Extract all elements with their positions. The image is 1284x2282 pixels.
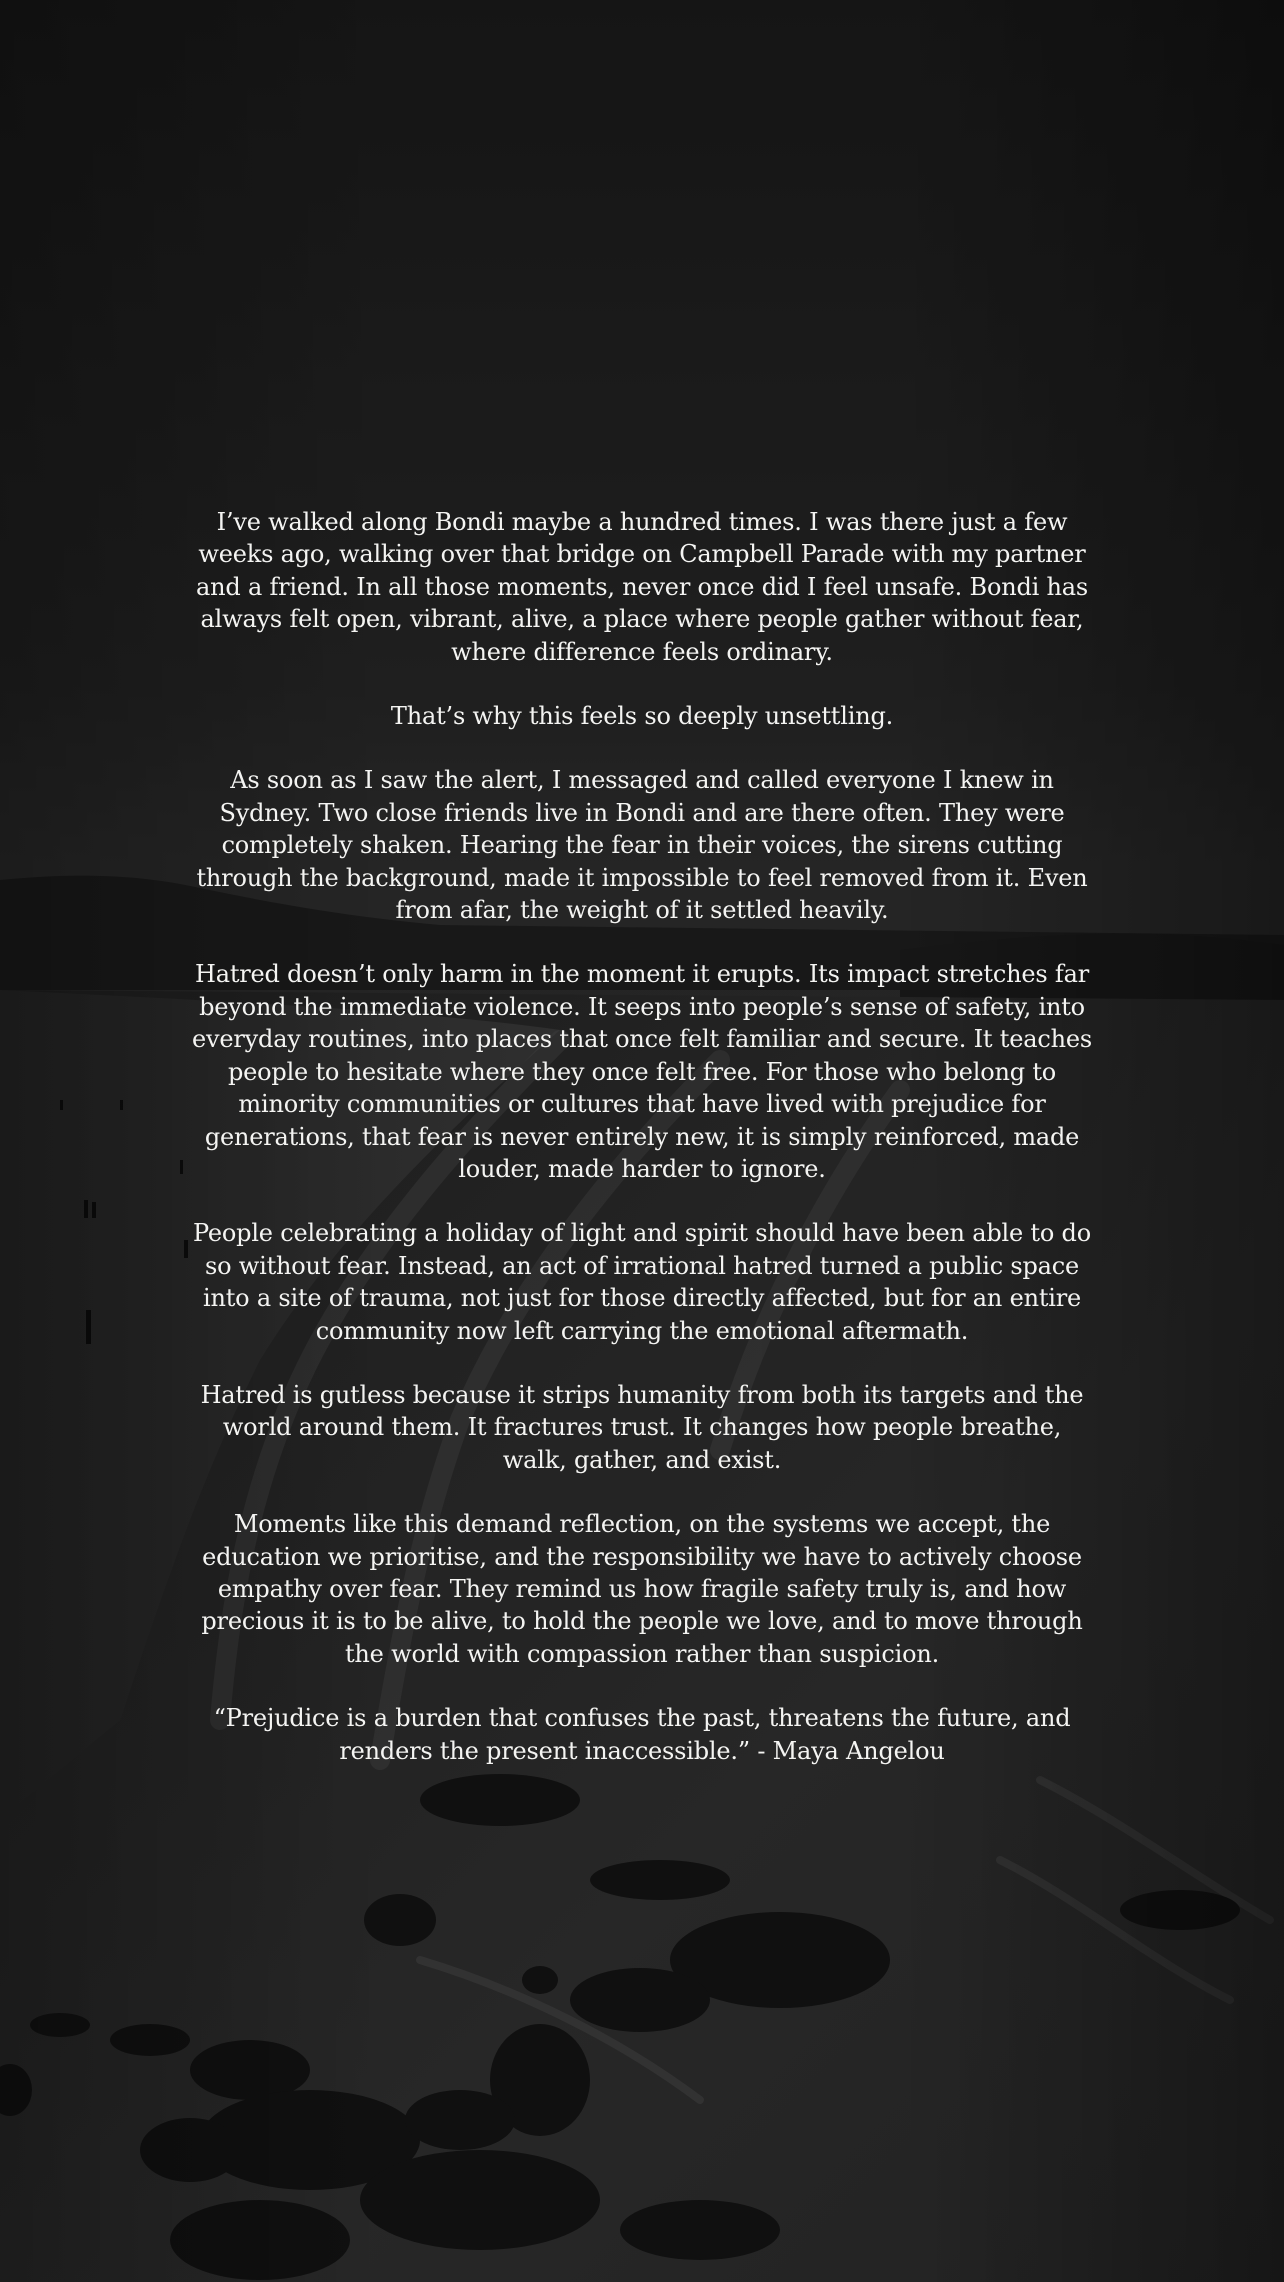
paragraph-5: People celebrating a holiday of light and spirit should have been able to do so without fear. Instead, an act of irrational hatred turned a public space into a site of trauma, not just for those directly affected, but for an entire community now left carrying the emotional aftermath. [193, 1219, 1091, 1345]
quote-paragraph: “Prejudice is a burden that confuses the past, threatens the future, and renders the present inaccessible.” - Maya Angelou [213, 1704, 1071, 1765]
statement-text [190, 506, 1094, 1767]
paragraph-6: Hatred is gutless because it strips humanity from both its targets and the world around them. It fractures trust. It changes how people breathe, walk, gather, and exist. [200, 1380, 1084, 1474]
paragraph-4: Hatred doesn’t only harm in the moment it erupts. Its impact stretches far beyond the immediate violence. It seeps into people’s sense of safety, into everyday routines, into places that once felt familiar and secure. It teaches people to hesitate where they once felt free. For those who belong to minority communities or cultures that have lived with prejudice for generations, that fear is never entirely new, it is simply reinforced, made louder, made harder to ignore. [192, 960, 1092, 1183]
paragraph-3: As soon as I saw the alert, I messaged and called everyone I knew in Sydney. Two close friends live in Bondi and are there often. They were completely shaken. Hearing the fear in their voices, the sirens cutting through the background, made it impossible to feel removed from it. Even from afar, the weight of it settled heavily. [196, 766, 1088, 925]
paragraph-2: That’s why this feels so deeply unsettling. [390, 702, 894, 731]
paragraph-7: Moments like this demand reflection, on the systems we accept, the education we prioritise, and the responsibility we have to actively choose empathy over fear. They remind us how fragile safety truly is, and how precious it is to be alive, to hold the people we love, and to move through the world with compassion rather than suspicion. [201, 1510, 1083, 1668]
paragraph-1: I’ve walked along Bondi maybe a hundred times. I was there just a few weeks ago, walking over that bridge on Campbell Parade with my partner and a friend. In all those moments, never once did I feel unsafe. Bondi has always felt open, vibrant, alive, a place where people gather without fear, where difference feels ordinary. [195, 508, 1089, 666]
